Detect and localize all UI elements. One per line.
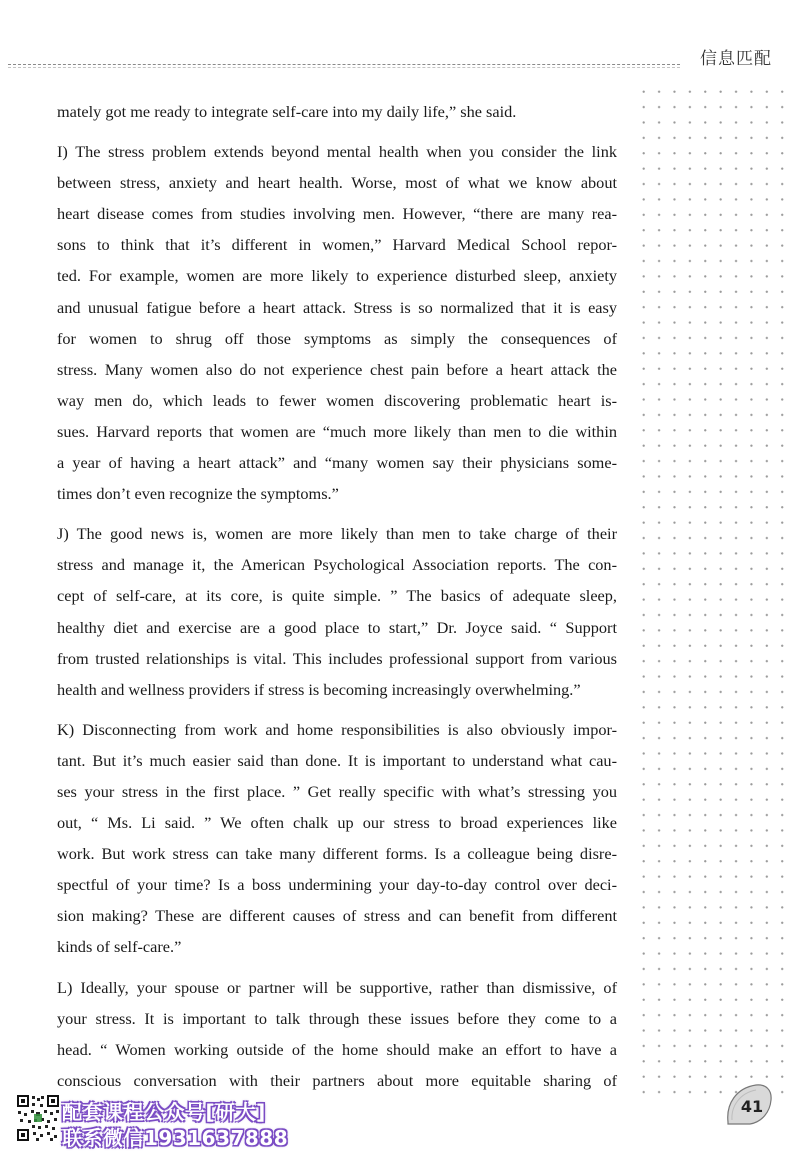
text-line: L) Ideally, your spouse or partner will be supportive, rather than dismissive, of: [57, 977, 617, 997]
paragraph-gap: [57, 509, 617, 518]
text-line: K) Disconnecting from work and home responsibilities is also obviously impor-: [57, 719, 617, 739]
qr-code-icon: [16, 1094, 60, 1142]
text-line: between stress, anxiety and heart health. Worse, most of what we know about: [57, 173, 617, 193]
text-line: heart disease comes from studies involving men. However, “there are many rea-: [57, 204, 617, 224]
text-line: ted. For example, women are more likely to experience disturbed sleep, anxiety: [57, 266, 617, 286]
text-line: times don’t even recognize the symptoms.”: [57, 484, 339, 504]
text-line: and unusual fatigue before a heart attack. Stress is so normalized that it is easy: [57, 297, 617, 317]
header-rule: [8, 64, 680, 65]
text-line: ses your stress in the first place. ” Get really specific with what’s stressing you: [57, 781, 617, 801]
watermark-line-1: 配套课程公众号[研大]: [62, 1100, 266, 1124]
article-body: [57, 96, 617, 1096]
text-line: cept of self-care, at its core, is quite simple. ” The basics of adequate sleep,: [57, 586, 617, 606]
paragraph-gap: [57, 127, 617, 136]
text-line: sons to think that it’s different in women,” Harvard Medical School repor-: [57, 235, 617, 255]
text-line: work. But work stress can take many different forms. Is a colleague being disre-: [57, 844, 617, 864]
text-line: sues. Harvard reports that women are “much more likely than men to die within: [57, 421, 617, 441]
paragraph: [57, 96, 617, 127]
paragraph: [57, 972, 617, 1096]
text-line: spectful of your time? Is a boss undermining your day-to-day control over deci-: [57, 875, 617, 895]
page-number: 41: [740, 1097, 764, 1116]
text-line: sion making? These are different causes of stress and can benefit from different: [57, 906, 617, 926]
paragraph: [57, 518, 617, 705]
watermark-line-2: 联系微信1931637888: [62, 1126, 289, 1150]
text-line: from trusted relationships is vital. This includes professional support from various: [57, 648, 617, 668]
text-line: J) The good news is, women are more likely than men to take charge of their: [57, 524, 617, 544]
text-line: I) The stress problem extends beyond mental health when you consider the link: [57, 142, 617, 162]
text-line: conscious conversation with their partners about more equitable sharing of: [57, 1070, 617, 1090]
text-line: stress. Many women also do not experience chest pain before a heart attack the: [57, 359, 617, 379]
text-line: a year of having a heart attack” and “many women say their physicians some-: [57, 453, 617, 473]
dot-grid-notes-area: [636, 84, 784, 1094]
section-tag: 信息匹配: [700, 49, 772, 69]
text-line: head. “ Women working outside of the home should make an effort to have a: [57, 1039, 617, 1059]
text-line: health and wellness providers if stress is becoming increasingly overwhelming.”: [57, 679, 581, 699]
text-line: kinds of self-care.”: [57, 937, 182, 957]
text-line: tant. But it’s much easier said than done. It is important to understand what cau-: [57, 750, 617, 770]
header-rule-secondary: [8, 67, 680, 68]
paragraph: [57, 136, 617, 509]
paragraph: [57, 714, 617, 963]
text-line: healthy diet and exercise are a good place to start,” Dr. Joyce said. “ Support: [57, 617, 617, 637]
text-line: for women to shrug off those symptoms as simply the consequences of: [57, 328, 617, 348]
text-line: way men do, which leads to fewer women discovering problematic heart is-: [57, 390, 617, 410]
text-line: mately got me ready to integrate self-care into my daily life,” she said.: [57, 102, 517, 121]
paragraph-gap: [57, 705, 617, 714]
text-line: your stress. It is important to talk through these issues before they come to a: [57, 1008, 617, 1028]
text-line: out, “ Ms. Li said. ” We often chalk up our stress to broad experiences like: [57, 813, 617, 833]
paragraph-gap: [57, 963, 617, 972]
text-line: stress and manage it, the American Psychological Association reports. The con-: [57, 555, 617, 575]
